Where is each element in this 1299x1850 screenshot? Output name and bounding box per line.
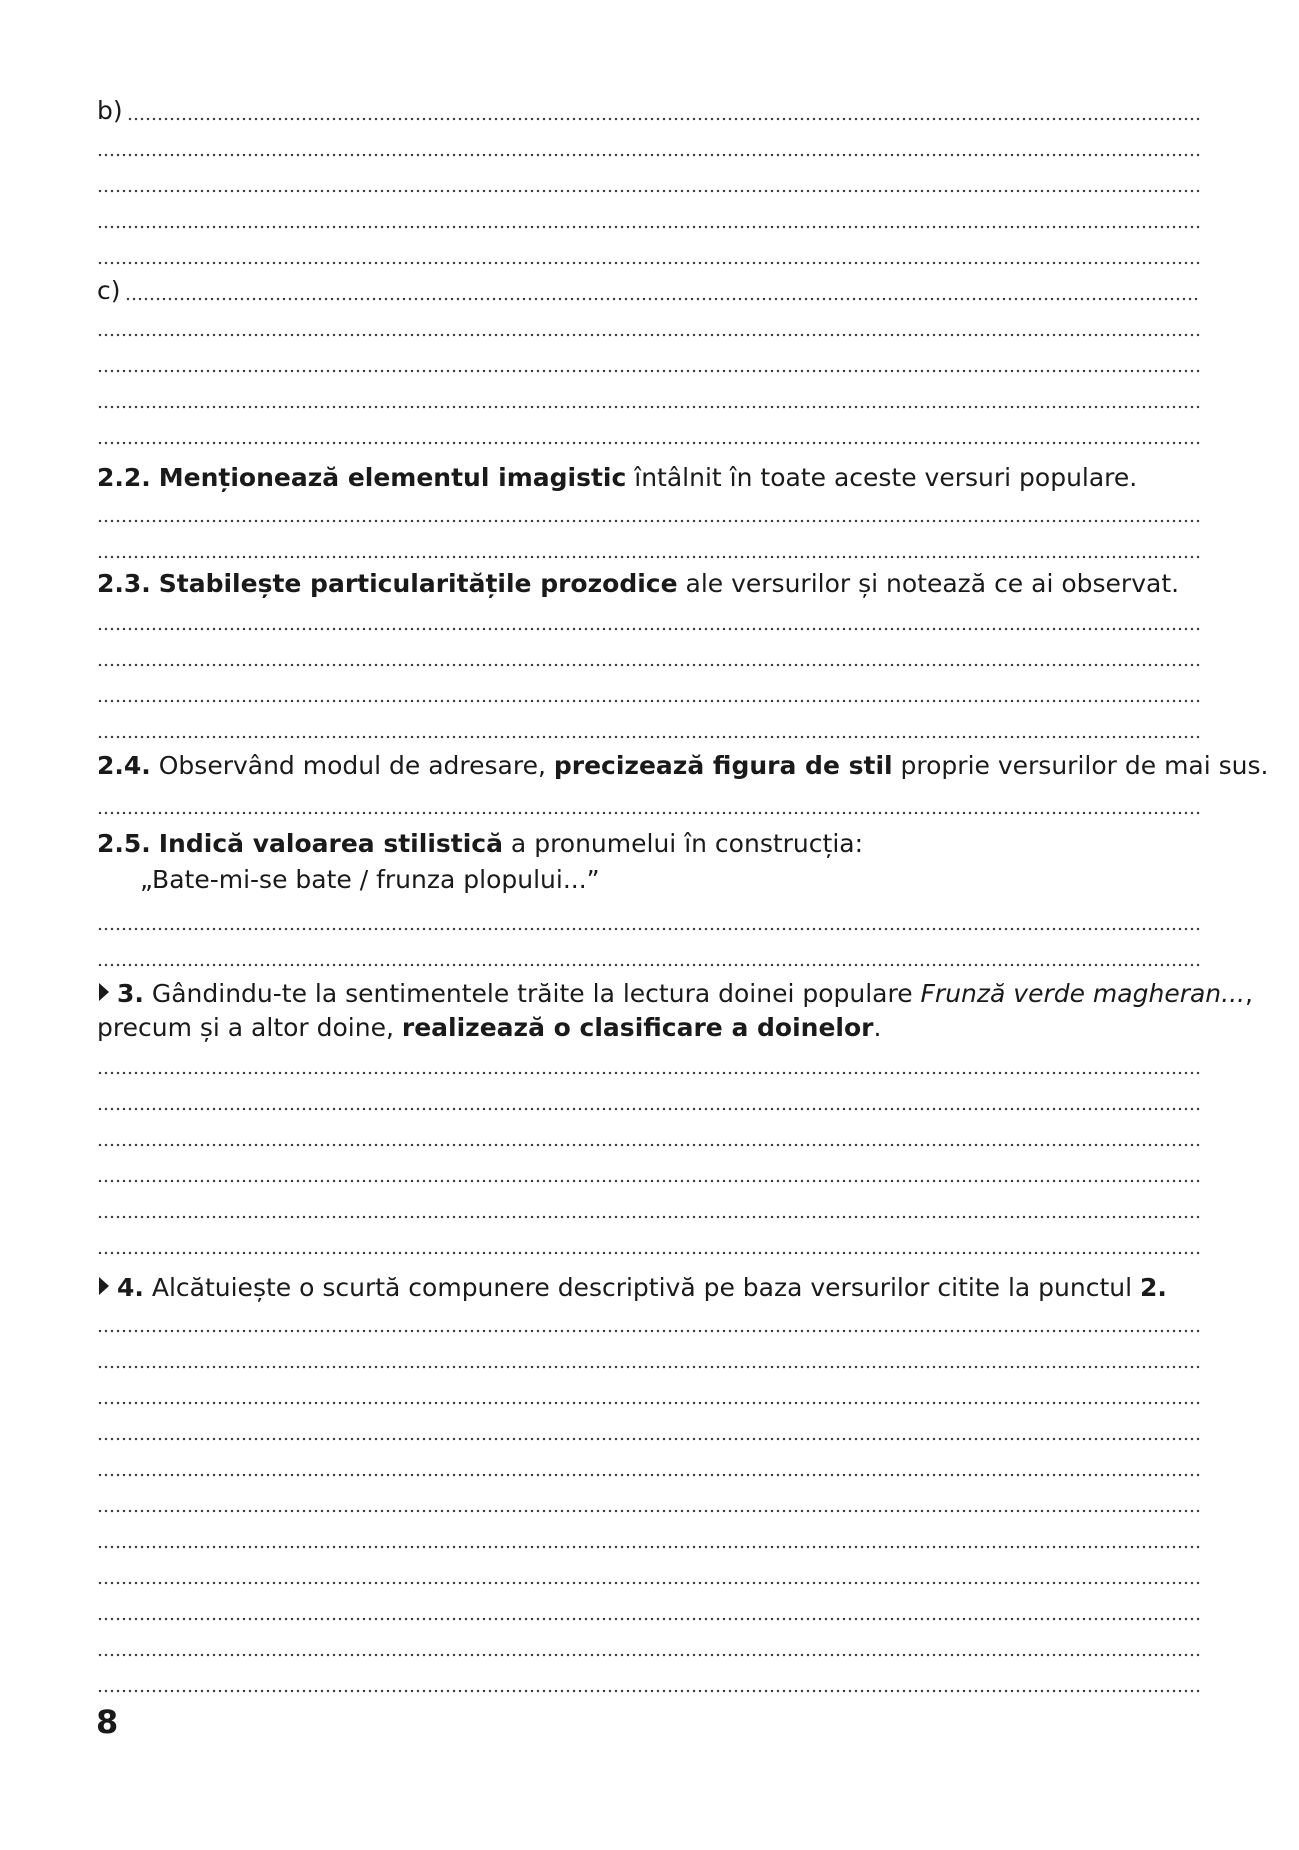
answer-line-4-10[interactable] — [97, 1624, 1200, 1662]
answer-line-4-7[interactable] — [97, 1516, 1200, 1554]
page-number: 8 — [96, 1703, 119, 1741]
answer-line-4-4[interactable] — [97, 1408, 1200, 1446]
answer-line-4-6[interactable] — [97, 1480, 1200, 1518]
answer-line-c-2[interactable] — [97, 304, 1200, 342]
answer-line-4-2[interactable] — [97, 1336, 1200, 1374]
answer-line-3-2[interactable] — [97, 1078, 1200, 1116]
label-c: c) — [97, 276, 121, 305]
answer-line-b-5[interactable] — [97, 232, 1200, 270]
answer-line-2-3-3[interactable] — [97, 670, 1200, 708]
answer-line-c-1[interactable] — [97, 268, 1200, 306]
answer-line-4-5[interactable] — [97, 1444, 1200, 1482]
answer-line-c-4[interactable] — [97, 376, 1200, 414]
answer-line-b-3[interactable] — [97, 160, 1200, 198]
answer-line-b-4[interactable] — [97, 196, 1200, 234]
question-2-2: 2.2. Menționează elementul imagistic întâlnit în toate aceste versuri populare. — [97, 463, 1138, 492]
answer-line-3-3[interactable] — [97, 1114, 1200, 1152]
answer-line-b-2[interactable] — [97, 124, 1200, 162]
answer-line-4-3[interactable] — [97, 1372, 1200, 1410]
answer-line-2-5-1[interactable] — [97, 898, 1200, 936]
quote-2-5: „Bate-mi-se bate / frunza plopului...” — [140, 865, 600, 894]
answer-line-2-2-1[interactable] — [97, 490, 1200, 528]
label-b: b) — [97, 96, 123, 125]
question-2-5: 2.5. Indică valoarea stilistică a pronumelui în construcția: — [97, 829, 864, 858]
answer-line-3-1[interactable] — [97, 1042, 1200, 1080]
answer-line-4-11[interactable] — [97, 1660, 1200, 1698]
answer-line-2-3-1[interactable] — [97, 598, 1200, 636]
answer-line-2-4-1[interactable] — [97, 782, 1200, 820]
question-4: 4. Alcătuiește o scurtă compunere descriptivă pe baza versurilor citite la punctul 2. — [97, 1270, 1207, 1306]
answer-line-3-5[interactable] — [97, 1186, 1200, 1224]
answer-line-2-5-2[interactable] — [97, 934, 1200, 972]
triangle-right-icon — [99, 1277, 109, 1295]
answer-line-3-4[interactable] — [97, 1150, 1200, 1188]
triangle-right-icon — [99, 983, 109, 1001]
answer-line-2-3-4[interactable] — [97, 706, 1200, 744]
answer-line-4-1[interactable] — [97, 1300, 1200, 1338]
question-2-4: 2.4. Observând modul de adresare, precizează figura de stil proprie versurilor de mai sus. — [97, 751, 1269, 780]
answer-line-3-6[interactable] — [97, 1222, 1200, 1260]
answer-line-c-3[interactable] — [97, 340, 1200, 378]
answer-line-4-8[interactable] — [97, 1552, 1200, 1590]
question-3-line-1: 3. Gândindu-te la sentimentele trăite la lectura doinei populare Frunză verde magheran..., — [97, 976, 1207, 1012]
answer-line-b-1[interactable] — [97, 88, 1200, 126]
answer-line-c-5[interactable] — [97, 412, 1200, 450]
question-2-3: 2.3. Stabilește particularitățile prozodice ale versurilor și notează ce ai observat. — [97, 569, 1180, 598]
answer-line-2-2-2[interactable] — [97, 526, 1200, 564]
question-3-line-2: precum și a altor doine, realizează o clasificare a doinelor. — [97, 1013, 882, 1042]
answer-line-2-3-2[interactable] — [97, 634, 1200, 672]
answer-line-4-9[interactable] — [97, 1588, 1200, 1626]
